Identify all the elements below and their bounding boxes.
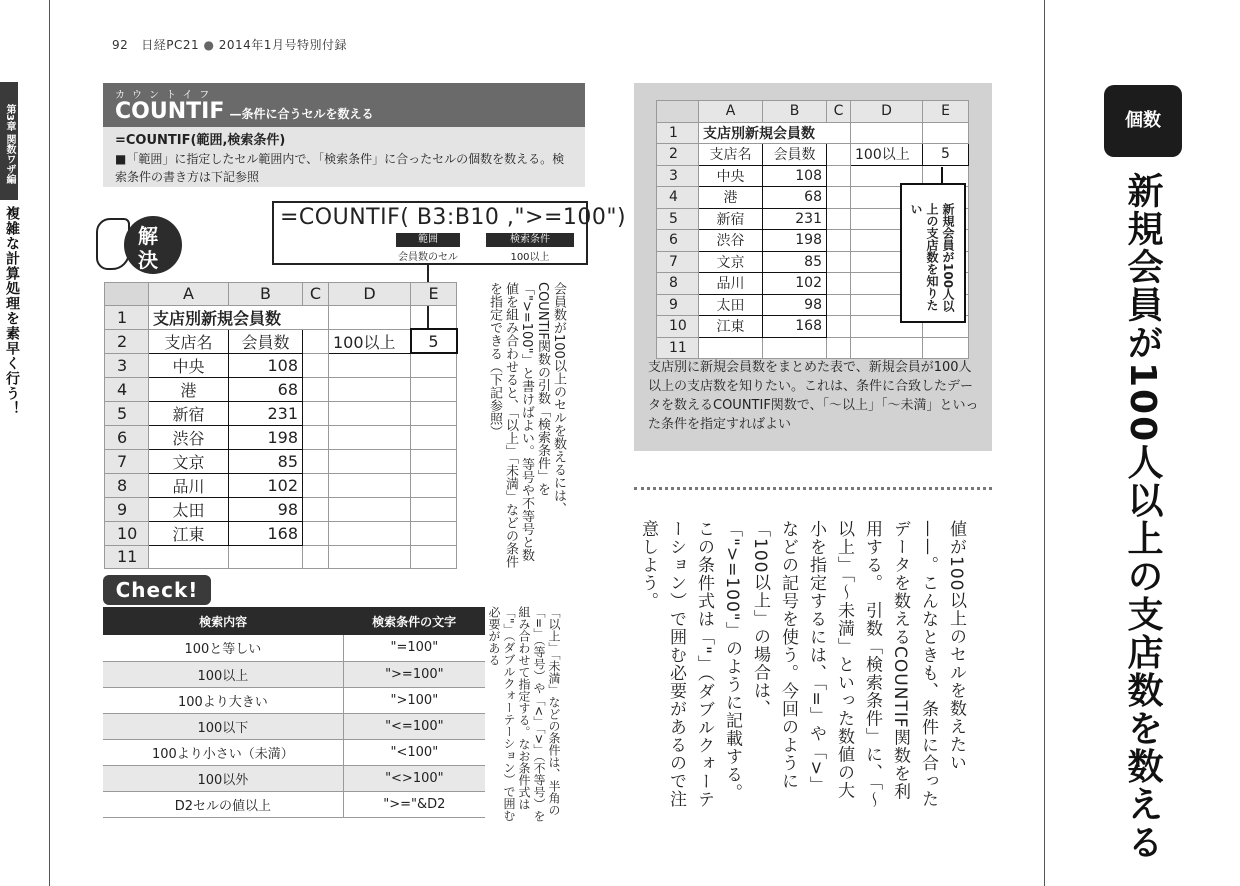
branch-cell: 江東: [699, 316, 763, 338]
members-cell: 198: [229, 425, 303, 449]
members-cell: 98: [763, 294, 827, 316]
col-header: A: [149, 283, 229, 306]
table-row: [103, 713, 485, 739]
branch-cell: 新宿: [149, 401, 229, 425]
col-header: E: [411, 283, 457, 306]
row-number: 10: [105, 521, 149, 545]
col-header: B: [763, 101, 827, 123]
criteria-table: [103, 607, 485, 818]
sheet-corner: [657, 101, 699, 123]
members-cell: 198: [763, 230, 827, 252]
tip-text: 会員数が100以上のセルを数えるには、COUNTIF関数の引数「検索条件」を「">=100"」と書けばよい。等号や不等号と数値を組み合わせると、「以上」「未満」などの条件を指定できる（下記参照）: [487, 282, 566, 568]
range-label: 範囲: [396, 233, 460, 247]
members-cell: 85: [229, 449, 303, 473]
branch-cell: 太田: [699, 294, 763, 316]
branch-cell: 太田: [149, 497, 229, 521]
criteria-desc: 100以外: [103, 765, 343, 791]
criteria-expr: ">100": [343, 687, 485, 713]
dotted-divider: [634, 487, 992, 490]
chapter-tab: 第3章 関数ワザ編: [0, 82, 18, 200]
result-cell: 5: [411, 329, 457, 353]
col-header: D: [329, 283, 411, 306]
members-cell: 68: [763, 187, 827, 209]
header-cell-branch: 支店名: [699, 144, 763, 166]
criteria-expr: ">=100": [343, 661, 485, 687]
formula-text: =COUNTIF( B3:B10 ,">=100"): [280, 205, 627, 230]
branch-cell: 中央: [149, 353, 229, 377]
function-name: COUNTIF: [115, 99, 225, 124]
branch-cell: 文京: [149, 449, 229, 473]
row-number: 3: [105, 353, 149, 377]
header-cell-branch: 支店名: [149, 329, 229, 353]
criteria-desc: 100より小さい（未満）: [103, 739, 343, 765]
criteria-desc: 100より大きい: [103, 687, 343, 713]
criteria-desc: 100以下: [103, 713, 343, 739]
branch-cell: 品川: [699, 273, 763, 295]
members-cell: 102: [229, 473, 303, 497]
sheet-note-box: [900, 183, 966, 323]
solution-circle: [124, 216, 182, 274]
page-header: [112, 36, 347, 53]
row-number: 6: [657, 230, 699, 252]
branch-cell: 新宿: [699, 208, 763, 230]
function-ruby: カウントイフ: [115, 90, 217, 101]
row-number: 7: [105, 449, 149, 473]
branch-cell: 港: [149, 377, 229, 401]
issue-label: 2014年1月号特別付録: [218, 38, 347, 52]
sheet-cell: [411, 305, 457, 329]
row-number: 3: [657, 165, 699, 187]
sheet-note: 新規会員が100人以上の支店数を知りたい: [909, 203, 955, 313]
col-header: A: [699, 101, 763, 123]
figure-caption: 支店別に新規会員数をまとめた表で、新規会員が100人以上の支店数を知りたい。これは、条件に合致したデータを数えるCOUNTIF関数で、「～以上」「～未満」といった条件を指定すればよい: [648, 360, 979, 432]
row-number: 11: [657, 337, 699, 359]
note-connector: [941, 167, 943, 184]
col-header: C: [303, 283, 329, 306]
branch-cell: 中央: [699, 165, 763, 187]
function-syntax: =COUNTIF(範囲,検索条件): [115, 133, 286, 148]
header-cell-members: 会員数: [229, 329, 303, 353]
members-cell: 231: [763, 208, 827, 230]
sheet-cell: [329, 305, 411, 329]
members-cell: 98: [229, 497, 303, 521]
branch-cell: 渋谷: [149, 425, 229, 449]
row-number: 7: [657, 251, 699, 273]
members-cell: 168: [229, 521, 303, 545]
row-number: 9: [105, 497, 149, 521]
function-description: ■「範囲」に指定したセル範囲内で、「検索条件」に合ったセルの個数を数える。検索条件の書き方は下記参照: [115, 152, 565, 184]
row-number: 5: [105, 401, 149, 425]
members-cell: 231: [229, 401, 303, 425]
row-number: 8: [105, 473, 149, 497]
table-row: [103, 791, 485, 817]
criteria-label: 検索条件: [486, 233, 574, 247]
main-title: 新規会員が100人以上の支店数を数える: [1122, 172, 1163, 862]
sheet-cell: [303, 305, 329, 329]
table-row: [103, 635, 485, 661]
row-number: 2: [657, 144, 699, 166]
criteria-expr: "<100": [343, 739, 485, 765]
right-margin-rule: [1044, 0, 1045, 886]
branch-cell: 渋谷: [699, 230, 763, 252]
criteria-desc: 100と等しい: [103, 635, 343, 661]
members-cell: 108: [229, 353, 303, 377]
criteria-description: 100以上: [510, 252, 550, 263]
criteria-expr: ">="&D2: [343, 791, 485, 817]
table-row: [103, 661, 485, 687]
members-cell: 68: [229, 377, 303, 401]
publication-name: 日経PC21: [141, 38, 200, 52]
criteria-desc: D2セルの値以上: [103, 791, 343, 817]
table-row: [103, 687, 485, 713]
check-logo: Check!: [103, 575, 211, 605]
check-note: 「以上」「未満」などの条件は、半角の「=」（等号）や「<」「>」（不等号）を組み合わせて指定する。なお条件式は「"」（ダブルクォーテーション）で囲む必要がある: [487, 606, 561, 823]
body-text: 値が100以上のセルを数えたい——。こんなときも、条件に合ったデータを数えるCOUNTIF関数を利用する。 引数「検索条件」に、「～以上」「～未満」といった数値の大小を指定するには、「=」や「>」などの記号を使う。今回のように「100以上」の場合は、「">=100"」のように記載する。この条件式は「"」（ダブルクォーテーション）で囲む必要があるので注意しよう。: [638, 520, 966, 809]
category-tag: 個数: [1104, 85, 1182, 157]
members-cell: 102: [763, 273, 827, 295]
row-number: 6: [105, 425, 149, 449]
row-number: 4: [657, 187, 699, 209]
left-margin-rule: [49, 0, 50, 886]
criteria-expr: "<>100": [343, 765, 485, 791]
row-number: 11: [105, 545, 149, 568]
row-number: 4: [105, 377, 149, 401]
col-header: B: [229, 283, 303, 306]
row-number: 10: [657, 316, 699, 338]
sheet-title: 支店別新規会員数: [699, 122, 827, 144]
row-number: 9: [657, 294, 699, 316]
col-header: D: [851, 101, 923, 123]
members-cell: 85: [763, 251, 827, 273]
spreadsheet-left: [104, 282, 458, 569]
badge-char-1: 解: [138, 224, 158, 248]
members-cell: 168: [763, 316, 827, 338]
criteria-expr: "=100": [343, 635, 485, 661]
function-subtitle: —条件に合うセルを数える: [229, 107, 374, 121]
header-cell-members: 会員数: [763, 144, 827, 166]
col-header: E: [923, 101, 969, 123]
range-description: 会員数のセル: [398, 252, 458, 263]
members-cell: 108: [763, 165, 827, 187]
condition-cell: 100以上: [851, 144, 923, 166]
badge-char-2: 決: [138, 248, 158, 272]
function-description-box: [103, 127, 585, 187]
formula-callout: [272, 201, 627, 265]
criteria-table-header: 検索条件の文字: [343, 607, 485, 635]
result-cell: 5: [923, 144, 969, 166]
solution-badge: [96, 210, 186, 282]
row-number: 1: [657, 122, 699, 144]
table-row: [103, 739, 485, 765]
branch-cell: 文京: [699, 251, 763, 273]
branch-cell: 江東: [149, 521, 229, 545]
table-row: [103, 765, 485, 791]
branch-cell: 品川: [149, 473, 229, 497]
row-number: 8: [657, 273, 699, 295]
row-number: 1: [105, 305, 149, 329]
page-number: 92: [112, 38, 129, 52]
chapter-title: 複雑な計算処理を素早く行う！: [4, 206, 20, 416]
row-number: 5: [657, 208, 699, 230]
criteria-expr: "<=100": [343, 713, 485, 739]
row-number: 2: [105, 329, 149, 353]
criteria-desc: 100以上: [103, 661, 343, 687]
branch-cell: 港: [699, 187, 763, 209]
sheet-title: 支店別新規会員数: [149, 305, 303, 329]
bullet-icon: ●: [203, 38, 215, 52]
function-header: [103, 83, 585, 127]
sheet-cell: [303, 329, 329, 353]
col-header: C: [827, 101, 851, 123]
criteria-table-header: 検索内容: [103, 607, 343, 635]
sheet-corner: [105, 283, 149, 306]
condition-cell: 100以上: [329, 329, 411, 353]
